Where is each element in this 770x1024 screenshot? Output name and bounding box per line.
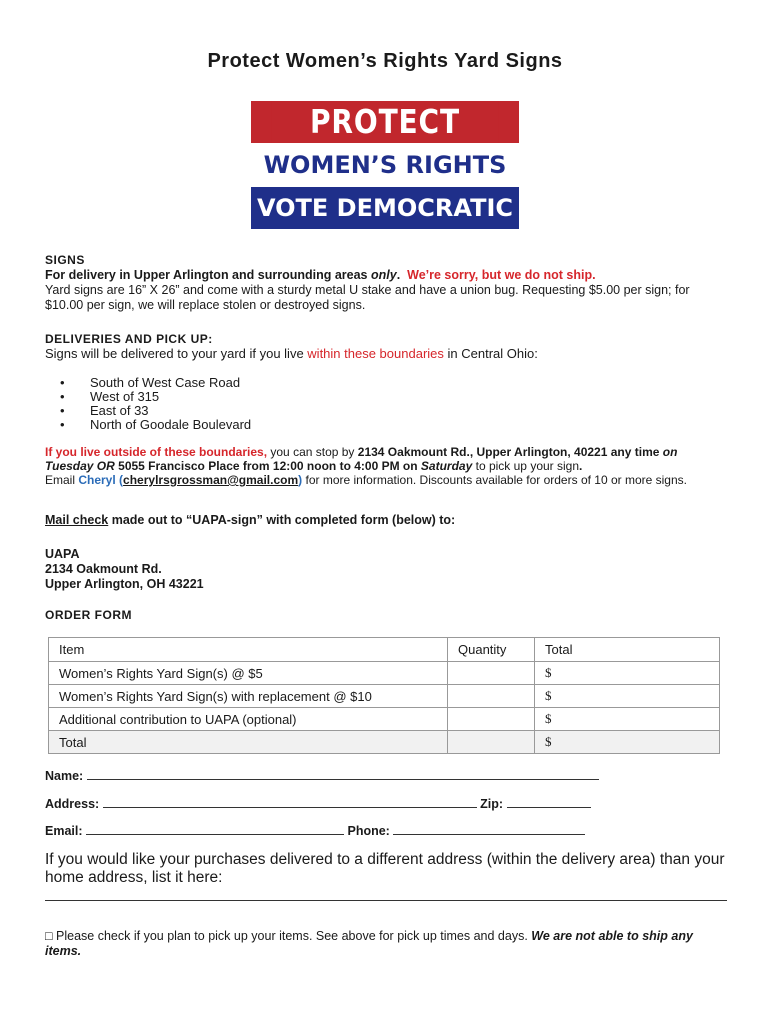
email-field[interactable]: [86, 823, 344, 835]
yard-sign-logo: [251, 101, 519, 229]
alt-address-line[interactable]: [45, 900, 727, 901]
pickup-address-2: 5055 Francisco Place from 12:00 noon to 4:00 PM on: [114, 459, 421, 473]
bullet: •: [60, 375, 65, 390]
outside-text-3: for more information. Discounts available for orders of 10 or more signs.: [302, 473, 687, 487]
boundary-item: [60, 376, 240, 390]
outside-text-1: you can stop by: [267, 445, 358, 459]
signs-description: Yard signs are 16” X 26” and come with a sturdy metal U stake and have a union bug. Requesting $5.00 per sign; for $10.00 per sign, we will replace stolen or destroyed signs.: [45, 283, 690, 312]
column-header-total: Total: [535, 638, 720, 662]
delivery-lead: For delivery in Upper Arlington and surrounding areas: [45, 268, 371, 282]
sign-line-2: WOMEN’S RIGHTS: [251, 143, 519, 187]
email-label-field: Email:: [45, 824, 83, 838]
total-cell[interactable]: $: [535, 708, 720, 731]
email-row: [45, 823, 725, 839]
mail-address-line: Upper Arlington, OH 43221: [45, 577, 204, 591]
column-header-quantity: Quantity: [448, 638, 535, 662]
deliveries-intro-a: Signs will be delivered to your yard if you live: [45, 346, 308, 361]
bullet: •: [60, 403, 65, 418]
table-header-row: [49, 638, 720, 662]
paren-close: ): [298, 473, 303, 487]
pickup-text: Please check if you plan to pick up your items. See above for pick up times and days.: [52, 929, 532, 943]
address-row: [45, 796, 725, 812]
table-row-total: [49, 731, 720, 754]
sign-banner-protect: [251, 101, 519, 143]
pickup-tuesday: on Tuesday OR: [45, 445, 678, 473]
outside-boundaries-text: [45, 445, 725, 487]
item-cell: Women’s Rights Yard Sign(s) @ $5: [49, 662, 448, 685]
mail-check-rest: made out to “UAPA-sign” with completed form (below) to:: [108, 513, 456, 527]
page-title: Protect Women’s Rights Yard Signs: [207, 50, 563, 72]
deliveries-intro-b: in Central Ohio:: [443, 346, 538, 361]
total-cell[interactable]: $: [535, 731, 720, 754]
boundary-item: [60, 390, 159, 404]
paren-open: (: [115, 473, 124, 487]
delivery-period: .: [396, 268, 401, 282]
quantity-cell[interactable]: [448, 685, 535, 708]
contact-email-link[interactable]: cherylrsgrossman@gmail.com: [123, 473, 299, 487]
delivery-only: only: [370, 268, 397, 282]
pickup-saturday: Saturday: [420, 459, 473, 473]
order-form-heading: ORDER FORM: [45, 608, 132, 622]
order-table: [48, 637, 720, 754]
quantity-cell: [448, 731, 535, 754]
total-cell[interactable]: $: [535, 662, 720, 685]
signs-heading: SIGNS: [45, 253, 85, 267]
phone-field[interactable]: [393, 823, 585, 835]
column-header-item: Item: [49, 638, 448, 662]
table-row: [49, 685, 720, 708]
zip-field[interactable]: [507, 796, 591, 808]
bullet: •: [60, 417, 65, 432]
total-cell[interactable]: $: [535, 685, 720, 708]
name-field[interactable]: [87, 768, 599, 780]
phone-label: Phone:: [347, 824, 390, 838]
mail-check-instruction: [45, 513, 725, 528]
item-cell: Women’s Rights Yard Sign(s) with replacement @ $10: [49, 685, 448, 708]
alt-address-prompt: If you would like your purchases delivered to a different address (within the delivery area) than your home address, list it here:: [45, 851, 725, 886]
mail-address-line: UAPA: [45, 547, 80, 561]
address-label: Address:: [45, 797, 100, 811]
contact-name: Cheryl: [78, 473, 116, 487]
mail-address-line: 2134 Oakmount Rd.: [45, 562, 162, 576]
pickup-address-1: 2134 Oakmount Rd., Upper Arlington, 40221 any time: [357, 445, 663, 459]
quantity-cell[interactable]: [448, 662, 535, 685]
boundary-item: [60, 404, 149, 418]
zip-label: Zip:: [480, 797, 504, 811]
boundary-text: South of West Case Road: [90, 375, 241, 390]
email-label: Email: [45, 473, 79, 487]
boundary-item: [60, 418, 251, 432]
outside-text-2: to pick up your sign: [472, 459, 580, 473]
pickup-notice: [45, 929, 725, 958]
name-row: [45, 768, 725, 784]
item-cell: Additional contribution to UAPA (optional): [49, 708, 448, 731]
deliveries-intro: [45, 347, 725, 362]
mail-check-label: Mail check: [45, 513, 109, 527]
boundary-text: West of 315: [90, 389, 160, 404]
table-row: [49, 662, 720, 685]
outside-lead: If you live outside of these boundaries,: [45, 445, 268, 459]
name-label: Name:: [45, 769, 84, 783]
signs-delivery-text: [45, 268, 725, 283]
pickup-no-ship: We are not able to ship any items.: [45, 929, 693, 958]
item-cell: Total: [49, 731, 448, 754]
sign-line-3: VOTE DEMOCRATIC: [251, 187, 519, 229]
bullet: •: [60, 389, 65, 404]
boundary-text: North of Goodale Boulevard: [90, 417, 252, 432]
no-ship-notice: We’re sorry, but we do not ship.: [407, 268, 596, 282]
boundary-text: East of 33: [90, 403, 149, 418]
address-field[interactable]: [103, 796, 477, 808]
outside-period: .: [579, 459, 583, 473]
sign-line-1: PROTECT: [271, 101, 499, 143]
table-row: [49, 708, 720, 731]
quantity-cell[interactable]: [448, 708, 535, 731]
deliveries-heading: DELIVERIES AND PICK UP:: [45, 332, 213, 346]
boundaries-link-text: within these boundaries: [307, 346, 444, 361]
pickup-checkbox[interactable]: □: [45, 929, 53, 943]
